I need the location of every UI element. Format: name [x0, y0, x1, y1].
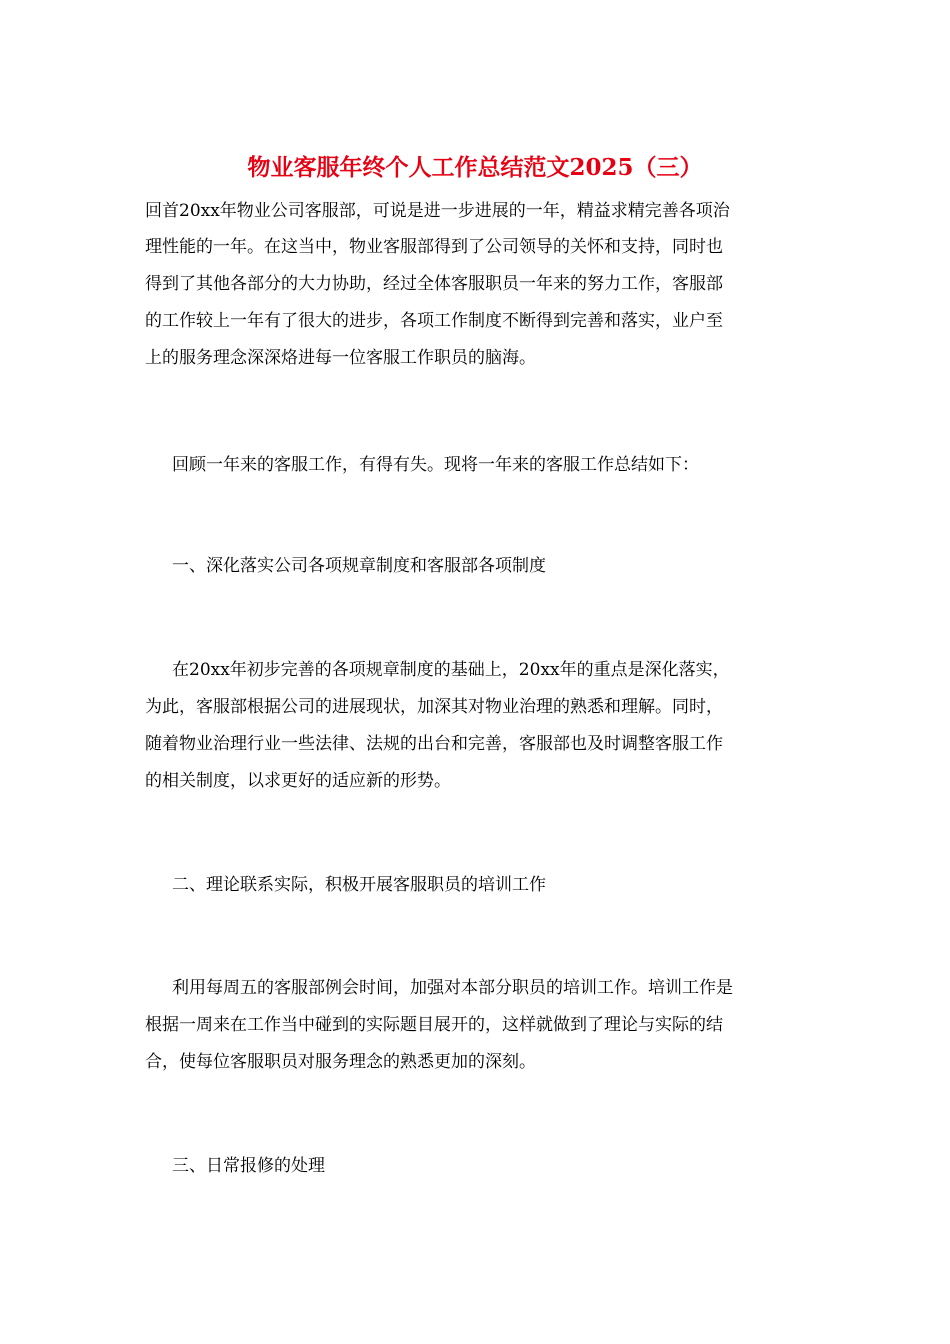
paragraph-4-line-1: 利用每周五的客服部例会时间，加强对本部分职员的培训工作。培训工作是 — [172, 978, 733, 998]
paragraph-3-line-3: 随着物业治理行业一些法律、法规的出台和完善，客服部也及时调整客服工作 — [145, 734, 723, 754]
section-heading-3: 三、日常报修的处理 — [172, 1156, 325, 1176]
document-title: 物业客服年终个人工作总结范文2025（三） — [247, 154, 703, 181]
paragraph-1-line-5: 上的服务理念深深烙进每一位客服工作职员的脑海。 — [145, 348, 536, 368]
paragraph-1-line-4: 的工作较上一年有了很大的进步，各项工作制度不断得到完善和落实，业户至 — [145, 311, 723, 331]
paragraph-3-line-4: 的相关制度，以求更好的适应新的形势。 — [145, 771, 451, 791]
paragraph-2-line-1: 回顾一年来的客服工作，有得有失。现将一年来的客服工作总结如下： — [172, 455, 699, 475]
paragraph-1-line-3: 得到了其他各部分的大力协助，经过全体客服职员一年来的努力工作，客服部 — [145, 274, 723, 294]
paragraph-4-line-3: 合，使每位客服职员对服务理念的熟悉更加的深刻。 — [145, 1052, 536, 1072]
paragraph-4-line-2: 根据一周来在工作当中碰到的实际题目展开的，这样就做到了理论与实际的结 — [145, 1015, 723, 1035]
paragraph-3-line-2: 为此，客服部根据公司的进展现状，加深其对物业治理的熟悉和理解。同时， — [145, 697, 723, 717]
paragraph-1-line-2: 理性能的一年。在这当中，物业客服部得到了公司领导的关怀和支持，同时也 — [145, 237, 723, 257]
section-heading-2: 二、理论联系实际，积极开展客服职员的培训工作 — [172, 875, 546, 895]
paragraph-3-line-1: 在20xx年初步完善的各项规章制度的基础上，20xx年的重点是深化落实， — [172, 660, 730, 680]
section-heading-1: 一、深化落实公司各项规章制度和客服部各项制度 — [172, 556, 546, 576]
paragraph-1-line-1: 回首20xx年物业公司客服部，可说是进一步进展的一年，精益求精完善各项治 — [145, 201, 730, 221]
